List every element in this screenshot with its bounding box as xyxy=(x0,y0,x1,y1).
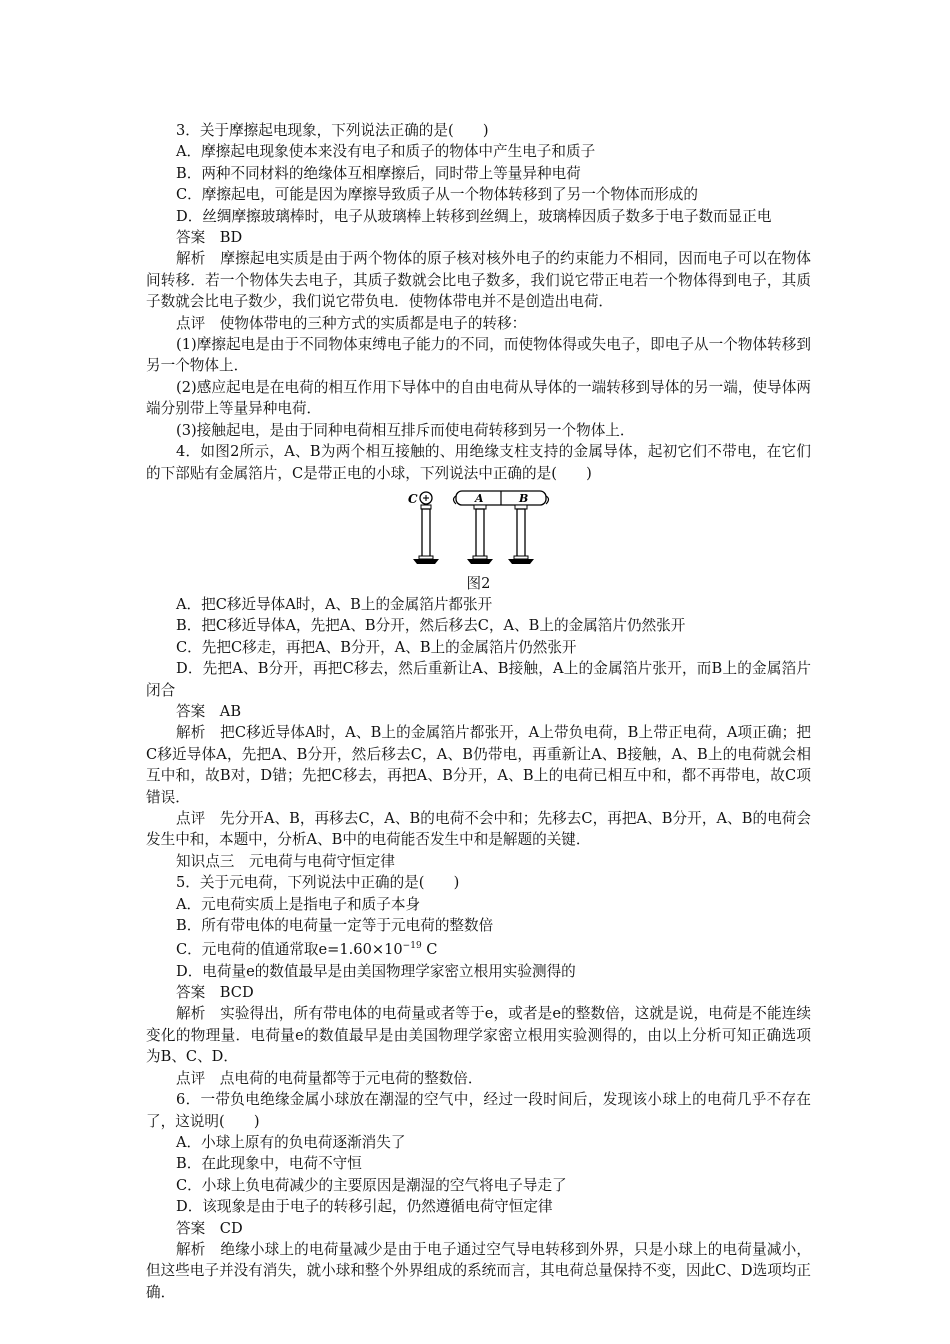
q4-comment: 点评 先分开A、B，再移去C，A、B的电荷不会中和；先移去C，再把A、B分开，A、B的电荷会发生中和，本题中，分析A、B中的电荷能否发生中和是解题的关键． xyxy=(146,809,811,849)
base-a xyxy=(467,559,493,564)
pillar-a xyxy=(476,509,484,557)
pillar-b xyxy=(517,509,525,557)
q4-analysis: 解析 把C移近导体A时，A、B上的金属箔片都张开，A上带负电荷，B上带正电荷，A项正确；把C移近导体A，先把A、B分开，然后移去C，A、B仍带电，再重新让A、B接触，A、B上的电荷就会相互中和，故B对，D错；先把C移去，再把A、B分开，A、B上的电荷已相互中和，都不再带电，故C项错误． xyxy=(146,724,811,806)
q3-answer: 答案 BD xyxy=(176,229,243,247)
q5-stem: 5．关于元电荷，下列说法中正确的是( ) xyxy=(176,874,460,892)
conductors-diagram xyxy=(404,488,554,574)
q5-option-c-text: C．元电荷的值通常取e=1.60×10 xyxy=(176,941,403,959)
q4-option-c: C．先把C移走，再把A、B分开，A、B上的金属箔片仍然张开 xyxy=(176,638,577,656)
document-page xyxy=(146,120,811,1303)
base-c xyxy=(413,559,439,564)
q3-analysis: 解析 摩擦起电实质是由于两个物体的原子核对核外电子的约束能力不相同，因而电子可以在物体间转移．若一个物体失去电子，其质子数就会比电子数多，我们说它带正电若一个物体得到电子，其质子数就会比电子数少，我们说它带负电．使物体带电并不是创造出电荷． xyxy=(146,250,811,311)
q5-answer: 答案 BCD xyxy=(176,984,254,1002)
label-a: A xyxy=(474,491,484,505)
label-c: C xyxy=(407,491,418,506)
section-heading: 知识点三 元电荷与电荷守恒定律 xyxy=(176,852,395,870)
q3-comment: 点评 使物体带电的三种方式的实质都是电子的转移： xyxy=(176,314,527,332)
q5-option-c-unit: C xyxy=(421,941,438,959)
q3-stem: 3．关于摩擦起电现象，下列说法正确的是( ) xyxy=(176,122,489,139)
q3-option-b: B．两种不同材料的绝缘体互相摩擦后，同时带上等量异种电荷 xyxy=(176,164,581,182)
figure-2 xyxy=(146,488,811,594)
base-b xyxy=(508,559,534,564)
q6-option-b: B．在此现象中，电荷不守恒 xyxy=(176,1155,362,1173)
figure-caption: 图2 xyxy=(466,574,491,592)
q5-option-b: B．所有带电体的电荷量一定等于元电荷的整数倍 xyxy=(176,917,494,934)
q5-option-c-exponent: −19 xyxy=(402,941,422,952)
q5-option-c xyxy=(146,936,811,960)
q4-option-a: A．把C移近导体A时，A、B上的金属箔片都张开 xyxy=(176,595,493,613)
q4-answer: 答案 AB xyxy=(176,702,242,720)
q6-answer: 答案 CD xyxy=(176,1219,243,1237)
q3-option-a: A．摩擦起电现象使本来没有电子和质子的物体中产生电子和质子 xyxy=(176,143,596,161)
q5-option-d: D．电荷量e的数值最早是由美国物理学家密立根用实验测得的 xyxy=(176,962,576,980)
q6-analysis: 解析 绝缘小球上的电荷量减少是由于电子通过空气导电转移到外界，只是小球上的电荷量减小，但这些电子并没有消失，就小球和整个外界组成的系统而言，其电荷总量保持不变，因此C、D选项均正确． xyxy=(146,1240,811,1301)
q6-option-c: C．小球上负电荷减少的主要原因是潮湿的空气将电子导走了 xyxy=(176,1176,567,1194)
q3-point-1: (1)摩擦起电是由于不同物体束缚电子能力的不同，而使物体得或失电子，即电子从一个物体转移到另一个物体上． xyxy=(146,336,811,375)
q3-option-d: D．丝绸摩擦玻璃棒时，电子从玻璃棒上转移到丝绸上，玻璃棒因质子数多于电子数而显正电 xyxy=(176,207,772,225)
q4-option-d: D．先把A、B分开，再把C移去，然后重新让A、B接触，A上的金属箔片张开，而B上的金属箔片闭合 xyxy=(146,660,811,699)
q5-analysis: 解析 实验得出，所有带电体的电荷量或者等于e，或者是e的整数倍，这就是说，电荷是不能连续变化的物理量．电荷量e的数值最早是由美国物理学家密立根用实验测得的，由以上分析可知正确选项为B、C、D． xyxy=(146,1005,811,1066)
q6-option-a: A．小球上原有的负电荷逐渐消失了 xyxy=(176,1133,406,1151)
q4-option-b: B．把C移近导体A，先把A、B分开，然后移去C，A、B上的金属箔片仍然张开 xyxy=(176,617,686,635)
q6-stem: 6．一带负电绝缘金属小球放在潮湿的空气中，经过一段时间后，发现该小球上的电荷几乎不存在了，这说明( ) xyxy=(146,1091,811,1130)
q3-point-2: (2)感应起电是在电荷的相互作用下导体中的自由电荷从导体的一端转移到导体的另一端，使导体两端分别带上等量异种电荷． xyxy=(146,378,811,418)
q5-comment: 点评 点电荷的电荷量都等于元电荷的整数倍． xyxy=(176,1069,483,1087)
pillar-c xyxy=(422,509,430,557)
charged-ball-c xyxy=(420,492,432,504)
q5-option-a: A．元电荷实质上是指电子和质子本身 xyxy=(176,895,421,913)
label-b: B xyxy=(518,491,528,505)
q6-option-d: D．该现象是由于电子的转移引起，仍然遵循电荷守恒定律 xyxy=(176,1198,553,1216)
q4-stem: 4．如图2所示，A、B为两个相互接触的、用绝缘支柱支持的金属导体，起初它们不带电，在它们的下部贴有金属箔片，C是带正电的小球，下列说法中正确的是( ) xyxy=(146,443,811,482)
q3-option-c: C．摩擦起电，可能是因为摩擦导致质子从一个物体转移到了另一个物体而形成的 xyxy=(176,186,698,204)
q3-point-3: (3)接触起电，是由于同种电荷相互排斥而使电荷转移到另一个物体上． xyxy=(176,421,635,439)
